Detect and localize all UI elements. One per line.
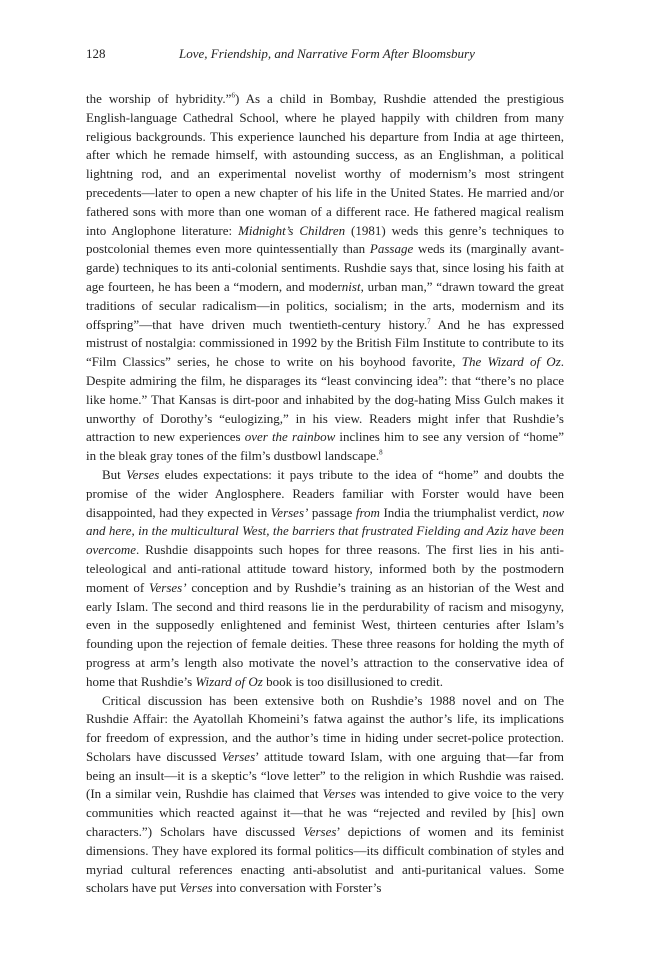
text-run: And he has expressed mistrust of nostalgia: commissioned in 1992 by the British Film Institute to contribute to its “Film Classics” series, he chose to write on his boyhood favorite, — [86, 316, 564, 370]
text-run: the worship of hybridity.” — [86, 91, 232, 106]
page-number: 128 — [86, 46, 106, 61]
italic-text: Verses — [179, 880, 213, 896]
text-run: was intended to give voice to the very communities which reacted against it—that he was “rejected and reviled by [his] own characters.”) Scholars have discussed — [86, 786, 564, 840]
text-run: . Rushdie disappoints such hopes for three reasons. The first lies in his anti-teleological and anti-rational attitude toward history, informed both by the postmodern moment of — [86, 542, 564, 595]
text-run: ’ depictions of women and its feminist dimensions. They have explored its formal politics—its difficult combination of styles and myriad cultural references enacting anti-absolutist and anti-puritanical values. Some scholars have put — [86, 824, 564, 896]
text-run: book is too disillusioned to credit. — [262, 673, 444, 689]
paragraph — [86, 90, 564, 466]
text-run: India the triumphalist verdict, — [379, 504, 543, 520]
text-run: conception and by Rushdie’s training as an historian of the West and early Islam. The second and third reasons lie in the perdurability of racism and misogyny, even in the supposedly enlightened and feminist West, thirteen centuries after Islam’s founding upon the rejection of female deities. These three reasons for holding the myth of progress at arm’s length also motivate the novel’s attraction to the conservative idea of home that Rushdie’s — [86, 579, 565, 689]
footnote-marker: 8 — [379, 448, 383, 457]
italic-text: Verses — [221, 748, 256, 764]
text-run: (1981) weds this genre’s techniques to postcolonial themes even more quintessentially than — [86, 222, 565, 257]
italic-text: Passage — [369, 241, 414, 257]
body-text — [86, 90, 564, 898]
running-title: Love, Friendship, and Narrative Form After Bloomsbury — [179, 46, 475, 61]
text-run: . Despite admiring the film, he disparages its “least convincing idea”: that “there’s no place like home.” That Kansas is dirt-poor and inhabited by the dog-hating Miss Gulch makes it unworthy of Dorothy’s “eulogizing,” in his view. Readers might infer that Rushdie’s attraction to new experiences — [86, 354, 565, 445]
italic-text: from — [355, 504, 380, 520]
paragraph — [86, 692, 564, 899]
italic-text: nist — [341, 278, 361, 294]
text-run: weds its (marginally avant-garde) techniques to its anti-colonial sentiments. Rushdie says that, since losing his faith at age fourteen, he has been a “modern, and moder — [86, 241, 564, 294]
text-run: into conversation with Forster’s — [212, 880, 382, 896]
paragraph — [86, 466, 564, 692]
italic-text: Midnight’s Children — [238, 222, 346, 238]
footnote-marker: 7 — [427, 317, 431, 326]
text-run: ) As a child in Bombay, Rushdie attended the prestigious English-language Cathedral School, where he played happily with children from many religious backgrounds. This experience launched his departure from India at age thirteen, after which he remade himself, with astounding success, as an Englishman, a political lightning rod, and an experimental novelist worthy of modernism’s most stringent precedents—later to open a new chapter of his life in the United States. He married and/or fathered sons with more than one woman of a different race. He fathered magical realism into Anglophone literature: — [86, 91, 564, 238]
italic-text: Verses’ — [149, 579, 187, 595]
italic-text: Verses — [322, 786, 356, 802]
italic-text: now and here, in the multicultural West, the barriers that frustrated Fielding and Aziz have been overcome — [86, 504, 565, 558]
text-run: eludes expectations: it pays tribute to the idea of “home” and doubts the promise of the wider Anglosphere. Readers familiar with Forster would have been disappointed, had they expected in — [86, 466, 564, 520]
text-run: passage — [308, 504, 356, 520]
italic-text: over the rainbow — [244, 429, 336, 445]
text-run: inclines him to see any version of “home” in the bleak gray tones of the film’s dustbowl landscape. — [86, 429, 564, 464]
italic-text: The Wizard of Oz — [461, 354, 561, 370]
text-run: Critical discussion has been extensive both on Rushdie’s 1988 novel and on The Rushdie Affair: the Ayatollah Khomeini’s fatwa against the author’s life, its implications for freedom of expression, and the author’s time in hiding under secret-police protection. Scholars have discussed — [86, 692, 564, 764]
text-run: ’ attitude toward Islam, with one arguing that—far from being an insult—it is a skeptic’s “love letter” to the religion in which Rushdie was raised. (In a similar vein, Rushdie has claimed that — [86, 748, 565, 802]
text-run: , urban man,” “drawn toward the great traditions of secular radicalism—in politics, socialism; in the arts, modernism and its offspring”—that have driven much twentieth-century history. — [86, 278, 564, 332]
footnote-marker: 6 — [231, 91, 235, 100]
italic-text: Verses — [303, 824, 337, 840]
italic-text: Verses — [126, 466, 160, 482]
italic-text: Verses’ — [270, 504, 309, 520]
text-run: But — [102, 466, 127, 482]
italic-text: Wizard of Oz — [195, 673, 263, 689]
